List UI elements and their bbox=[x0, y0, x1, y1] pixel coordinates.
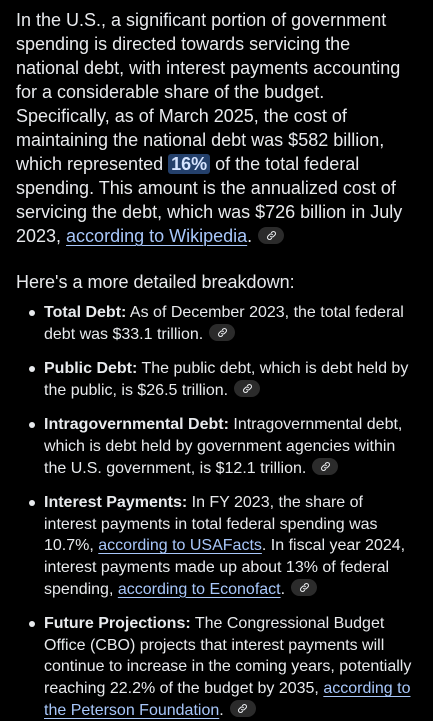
source-link-econofact[interactable]: according to Econofact bbox=[117, 580, 281, 598]
item-text: The public debt, which is debt held by the public, is $26.5 trillion. bbox=[44, 360, 409, 399]
item-term: Intragovernmental Debt: bbox=[44, 416, 229, 434]
source-chip-button[interactable] bbox=[312, 458, 338, 475]
link-icon bbox=[237, 703, 248, 714]
breakdown-list bbox=[16, 302, 417, 721]
intro-text-3: . bbox=[247, 226, 253, 246]
link-icon bbox=[242, 383, 253, 394]
source-chip-button[interactable] bbox=[234, 380, 260, 397]
item-term: Interest Payments: bbox=[44, 494, 188, 512]
item-text: . bbox=[219, 701, 224, 719]
bullet-dot bbox=[29, 422, 35, 428]
item-text: The Congressional Budget Office (CBO) projects that interest payments will continue to increase in the coming years, potentially reaching 22.2% of the budget by 2035, bbox=[44, 615, 412, 697]
bullet-dot bbox=[29, 366, 35, 372]
source-link-wikipedia[interactable]: according to Wikipedia bbox=[66, 226, 248, 246]
item-text: Intragovernmental debt, which is debt held by government agencies within the U.S. government, is $12.1 trillion. bbox=[44, 416, 403, 477]
link-icon bbox=[320, 461, 331, 472]
link-icon bbox=[299, 582, 310, 593]
source-chip-button[interactable] bbox=[291, 579, 317, 596]
item-term: Public Debt: bbox=[44, 360, 138, 378]
highlighted-percentage[interactable]: 16% bbox=[168, 154, 210, 174]
list-item-future-projections bbox=[44, 613, 417, 721]
item-term: Total Debt: bbox=[44, 304, 127, 321]
list-item-intragovernmental-debt bbox=[44, 414, 417, 479]
list-item-interest-payments bbox=[44, 492, 417, 600]
source-link-peterson-foundation[interactable]: according to the Peterson Foundation bbox=[44, 679, 411, 719]
intro-paragraph bbox=[16, 8, 417, 248]
breakdown-heading: Here's a more detailed breakdown: bbox=[16, 272, 295, 292]
item-text: As of December 2023, the total federal debt was $33.1 trillion. bbox=[44, 304, 404, 343]
bullet-dot bbox=[29, 310, 35, 316]
source-chip-button[interactable] bbox=[230, 700, 256, 717]
link-icon bbox=[217, 327, 228, 338]
intro-text-1: In the U.S., a significant portion of government spending is directed towards servicing the national debt, with interest payments accounting for a considerable share of the budget. Specifically, as of March 2025, the cost of maintaining the national debt was $582 billion, which represented bbox=[16, 10, 401, 174]
intro-text-2: of the total federal spending. This amount is the annualized cost of servicing the debt, which was $726 billion in July 2023, bbox=[16, 154, 403, 246]
source-link-usafacts[interactable]: according to USAFacts bbox=[98, 537, 262, 555]
item-text: In FY 2023, the share of interest payments in total federal spending was 10.7%, bbox=[44, 494, 378, 555]
item-term: Future Projections: bbox=[44, 615, 191, 633]
item-text: . bbox=[280, 580, 286, 598]
link-icon bbox=[266, 230, 277, 241]
bullet-dot bbox=[29, 621, 35, 627]
list-item-public-debt bbox=[44, 358, 417, 401]
source-chip-button[interactable] bbox=[258, 227, 284, 244]
bullet-dot bbox=[29, 500, 35, 506]
source-chip-button[interactable] bbox=[209, 324, 235, 341]
item-text: . In fiscal year 2024, interest payments made up about 13% of federal spending, bbox=[44, 537, 406, 598]
list-item-total-debt bbox=[44, 302, 417, 345]
